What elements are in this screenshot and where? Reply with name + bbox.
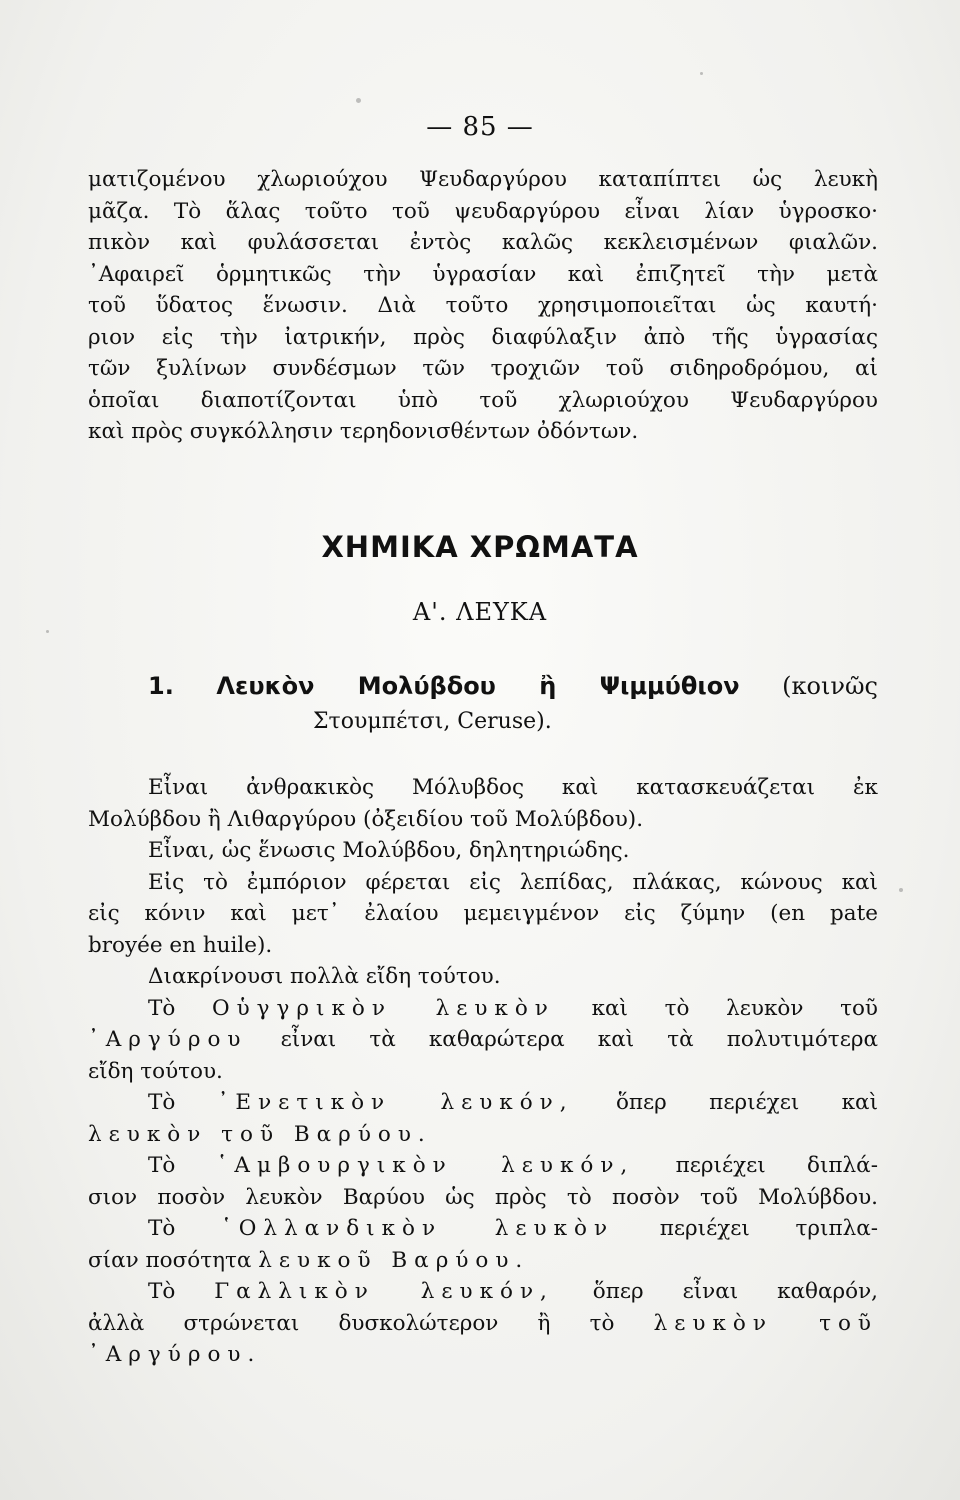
intro-paragraph (88, 164, 878, 448)
print-speck (46, 630, 49, 633)
text-line: Εἰς τὸ ἐμπόριον φέρεται εἰς λεπίδας, πλάκας, κώνους καὶ (148, 869, 878, 895)
line-rest: περιέχει διπλά- (675, 1153, 878, 1178)
text-line: ὁποῖαι διαποτίζονται ὑπὸ τοῦ χλωριούχου Ψευδαργύρου (88, 387, 878, 413)
line-start: σίαν ποσότητα (88, 1247, 252, 1273)
page-number: — 85 — (426, 112, 534, 142)
text-line: Διακρίνουσι πολλὰ εἴδη τούτου. (148, 964, 501, 989)
line-start: ἀλλὰ στρώνεται δυσκολώτερον ἢ τὸ (88, 1310, 615, 1336)
text-line: ριον εἰς τὴν ἰατρικήν, πρὸς διαφύλαξιν ἀπὸ τῆς ὑγρασίας (88, 324, 878, 350)
text-line (88, 1276, 878, 1308)
body-paragraph (88, 772, 878, 1371)
variety-name: ῾Αμβουργικὸν λευκόν, (216, 1153, 635, 1178)
text-line (88, 1245, 878, 1277)
section-title: ΧΗΜΙΚΑ ΧΡΩΜΑΤΑ (321, 530, 639, 564)
print-speck (700, 72, 703, 75)
text-line (88, 1150, 878, 1182)
text-line: πικὸν καὶ φυλάσσεται ἐντὸς καλῶς κεκλεισμένων φιαλῶν. (88, 230, 878, 255)
item-title-line (88, 668, 878, 704)
text-line: καὶ πρὸς συγκόλλησιν τερηδονισθέντων ὀδόντων. (88, 419, 639, 444)
line-prefix: Τὸ (148, 1216, 176, 1241)
subsection-title: Α'. ΛΕΥΚΑ (412, 598, 548, 626)
variety-name: ῾Ολλανδικὸν λευκὸν (221, 1216, 615, 1241)
line-rest: καὶ τὸ λευκὸν τοῦ (591, 995, 879, 1021)
variety-name: λευκὸν τοῦ Βαρύου. (88, 1121, 432, 1147)
text-line (88, 1213, 878, 1245)
item-title-line: Στουμπέτσι, Ceruse). (313, 709, 552, 734)
text-line: μᾶζα. Τὸ ἅλας τοῦτο τοῦ ψευδαργύρου εἶναι λίαν ὑγροσκο· (88, 198, 878, 224)
item-title: Λευκὸν Μολύβδου ἢ Ψιμμύθιον (216, 672, 740, 700)
text-line (88, 1024, 878, 1056)
variety-name: Οὑγγρικὸν λευκὸν (211, 995, 555, 1021)
line-prefix: Τὸ (148, 1279, 176, 1304)
line-prefix: Τὸ (148, 995, 176, 1021)
text-line: Εἶναι ἀνθρακικὸς Μόλυβδος καὶ κατασκευάζεται ἐκ (148, 775, 878, 800)
text-line: εἰς κόνιν καὶ μετ᾿ ἐλαίου μεμειγμένον εἰς ζύμην (en pate (88, 901, 878, 926)
text-line: ᾿Αφαιρεῖ ὁρμητικῶς τὴν ὑγρασίαν καὶ ἐπιζητεῖ τὴν μετὰ (88, 261, 878, 287)
text-line (88, 1087, 878, 1119)
text-line: εἴδη τούτου. (88, 1058, 223, 1084)
line-prefix: Τὸ (148, 1153, 176, 1178)
text-line: broyée en huile). (88, 932, 273, 958)
text-line: σιον ποσὸν λευκὸν Βαρύου ὡς πρὸς τὸ ποσὸν τοῦ Μολύβδου. (88, 1184, 878, 1210)
text-line (88, 993, 878, 1025)
text-line (88, 1339, 878, 1371)
text-line: Εἶναι, ὡς ἕνωσις Μολύβδου, δηλητηριώδης. (148, 838, 630, 863)
text-line: Μολύβδου ἢ Λιθαργύρου (ὀξειδίου τοῦ Μολύβδου). (88, 806, 644, 832)
variety-name: λευκὸν τοῦ (653, 1310, 878, 1336)
variety-name: ᾿Αργύρου. (88, 1342, 262, 1367)
line-rest: ὅπερ περιέχει καὶ (615, 1090, 879, 1115)
line-prefix: Τὸ (148, 1090, 176, 1115)
text-line (88, 1119, 878, 1151)
text-line: τοῦ ὕδατος ἕνωσιν. Διὰ τοῦτο χρησιμοποιεῖται ὡς καυτή· (88, 293, 878, 318)
print-speck (356, 98, 361, 103)
line-rest: περιέχει τριπλα- (659, 1216, 879, 1241)
line-rest: ὅπερ εἶναι καθαρόν, (592, 1279, 878, 1304)
line-rest: εἶναι τὰ καθαρώτερα καὶ τὰ πολυτιμότερα (280, 1027, 878, 1052)
variety-name: ᾿Αργύρου (88, 1027, 248, 1052)
text-line (88, 1308, 878, 1340)
print-speck (899, 888, 903, 892)
text-line: ματιζομένου χλωριούχου Ψευδαργύρου καταπίπτει ὡς λευκὴ (88, 167, 878, 192)
item-heading (88, 668, 878, 740)
text-line: τῶν ξυλίνων συνδέσμων τῶν τροχιῶν τοῦ σιδηροδρόμου, αἱ (88, 356, 878, 381)
variety-name: Γαλλικὸν λευκόν, (214, 1279, 554, 1304)
item-title-rest: (κοινῶς (782, 672, 878, 700)
variety-name: λευκοῦ Βαρύου. (258, 1247, 530, 1273)
item-number: 1. (148, 672, 174, 700)
variety-name: ᾿Ενετικὸν λευκόν, (217, 1090, 574, 1115)
